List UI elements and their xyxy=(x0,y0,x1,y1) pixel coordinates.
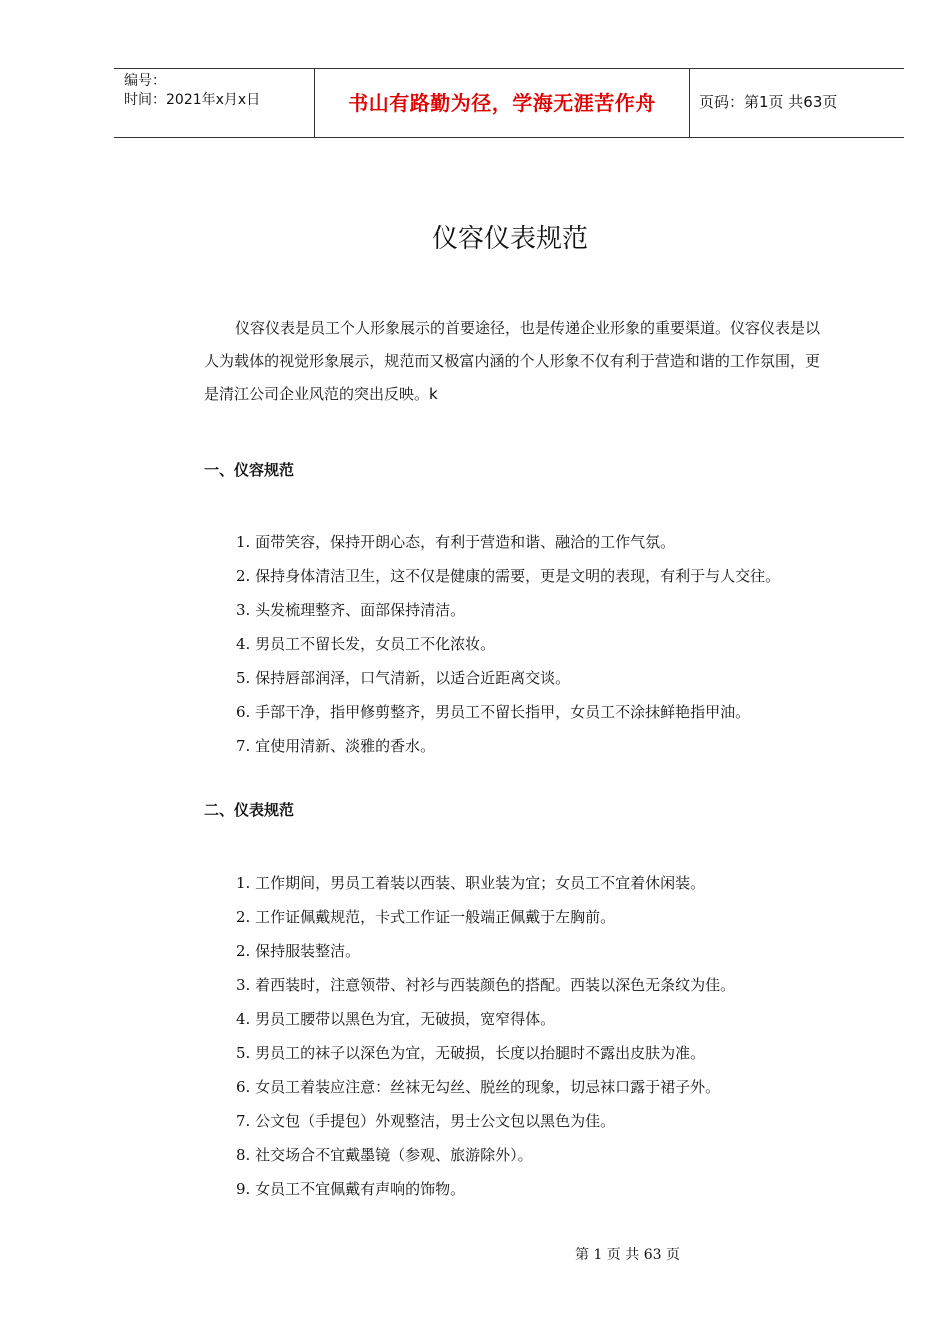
item-number: 4. xyxy=(236,635,251,653)
list-item xyxy=(236,1070,735,1104)
item-text: 保持身体清洁卫生，这不仅是健康的需要，更是文明的表现，有利于与人交往。 xyxy=(255,567,781,585)
item-text: 女员工不宜佩戴有声响的饰物。 xyxy=(255,1180,466,1198)
list-item xyxy=(236,1104,735,1138)
list-item xyxy=(236,968,735,1002)
page-header xyxy=(114,68,904,138)
list-item xyxy=(236,900,735,934)
header-meta-cell xyxy=(114,69,314,137)
item-text: 宜使用清新、淡雅的香水。 xyxy=(255,737,436,755)
list-item xyxy=(236,559,780,593)
section-heading-appearance: 一、仪容规范 xyxy=(204,461,295,479)
item-number: 4. xyxy=(236,1010,251,1028)
item-text: 面带笑容，保持开朗心态，有利于营造和谐、融洽的工作气氛。 xyxy=(255,533,676,551)
page-footer: 第 1 页 共 63 页 xyxy=(575,1247,680,1263)
item-number: 2. xyxy=(236,567,251,585)
list-item xyxy=(236,627,780,661)
item-number: 5. xyxy=(236,669,251,687)
item-number: 2. xyxy=(236,942,251,960)
list-item xyxy=(236,934,735,968)
list-item xyxy=(236,729,780,763)
item-text: 着西装时，注意领带、衬衫与西装颜色的搭配。西装以深色无条纹为佳。 xyxy=(255,976,736,994)
attire-rules-list xyxy=(236,866,735,1206)
item-text: 手部干净，指甲修剪整齐，男员工不留长指甲，女员工不涂抹鲜艳指甲油。 xyxy=(255,703,751,721)
item-text: 女员工着装应注意：丝袜无勾丝、脱丝的现象，切忌袜口露于裙子外。 xyxy=(255,1078,721,1096)
item-text: 工作期间，男员工着装以西装、职业装为宜；女员工不宜着休闲装。 xyxy=(255,874,706,892)
header-page-cell xyxy=(689,69,904,137)
item-text: 工作证佩戴规范，卡式工作证一般端正佩戴于左胸前。 xyxy=(255,908,616,926)
list-item xyxy=(236,695,780,729)
list-item xyxy=(236,1036,735,1070)
item-text: 男员工腰带以黑色为宜，无破损，宽窄得体。 xyxy=(255,1010,556,1028)
page-info: 页码：第1页 共63页 xyxy=(699,93,838,111)
item-number: 1. xyxy=(236,874,251,892)
item-number: 5. xyxy=(236,1044,251,1062)
item-text: 保持唇部润泽，口气清新，以适合近距离交谈。 xyxy=(255,669,571,687)
item-text: 公文包（手提包）外观整洁，男士公文包以黑色为佳。 xyxy=(255,1112,616,1130)
item-number: 8. xyxy=(236,1146,251,1164)
document-title: 仪容仪表规范 xyxy=(431,224,588,254)
header-motto-cell xyxy=(314,69,690,137)
item-text: 保持服装整洁。 xyxy=(255,942,361,960)
item-text: 社交场合不宜戴墨镜（参观、旅游除外）。 xyxy=(255,1146,533,1164)
item-number: 7. xyxy=(236,737,251,755)
list-item xyxy=(236,1002,735,1036)
list-item xyxy=(236,1138,735,1172)
appearance-rules-list xyxy=(236,525,780,763)
item-number: 6. xyxy=(236,1078,251,1096)
section-heading-attire: 二、仪表规范 xyxy=(204,801,295,819)
item-number: 2. xyxy=(236,908,251,926)
item-number: 9. xyxy=(236,1180,251,1198)
serial-number-label: 编号： xyxy=(124,73,166,89)
item-text: 男员工的袜子以深色为宜，无破损，长度以抬腿时不露出皮肤为准。 xyxy=(255,1044,706,1062)
motto: 书山有路勤为径，学海无涯苦作舟 xyxy=(348,91,656,115)
time-label: 时间：2021年x月x日 xyxy=(124,92,261,108)
item-text: 头发梳理整齐、面部保持清洁。 xyxy=(255,601,466,619)
item-number: 7. xyxy=(236,1112,251,1130)
list-item xyxy=(236,866,735,900)
list-item xyxy=(236,525,780,559)
item-text: 男员工不留长发，女员工不化浓妆。 xyxy=(255,635,496,653)
item-number: 1. xyxy=(236,533,251,551)
list-item xyxy=(236,593,780,627)
list-item xyxy=(236,661,780,695)
list-item xyxy=(236,1172,735,1206)
item-number: 6. xyxy=(236,703,251,721)
item-number: 3. xyxy=(236,601,251,619)
item-number: 3. xyxy=(236,976,251,994)
intro-paragraph: 仪容仪表是员工个人形象展示的首要途径，也是传递企业形象的重要渠道。仪容仪表是以人为载体的视觉形象展示，规范而又极富内涵的个人形象不仅有利于营造和谐的工作氛围，更是清江公司企业风范的突出反映。k xyxy=(204,319,821,403)
